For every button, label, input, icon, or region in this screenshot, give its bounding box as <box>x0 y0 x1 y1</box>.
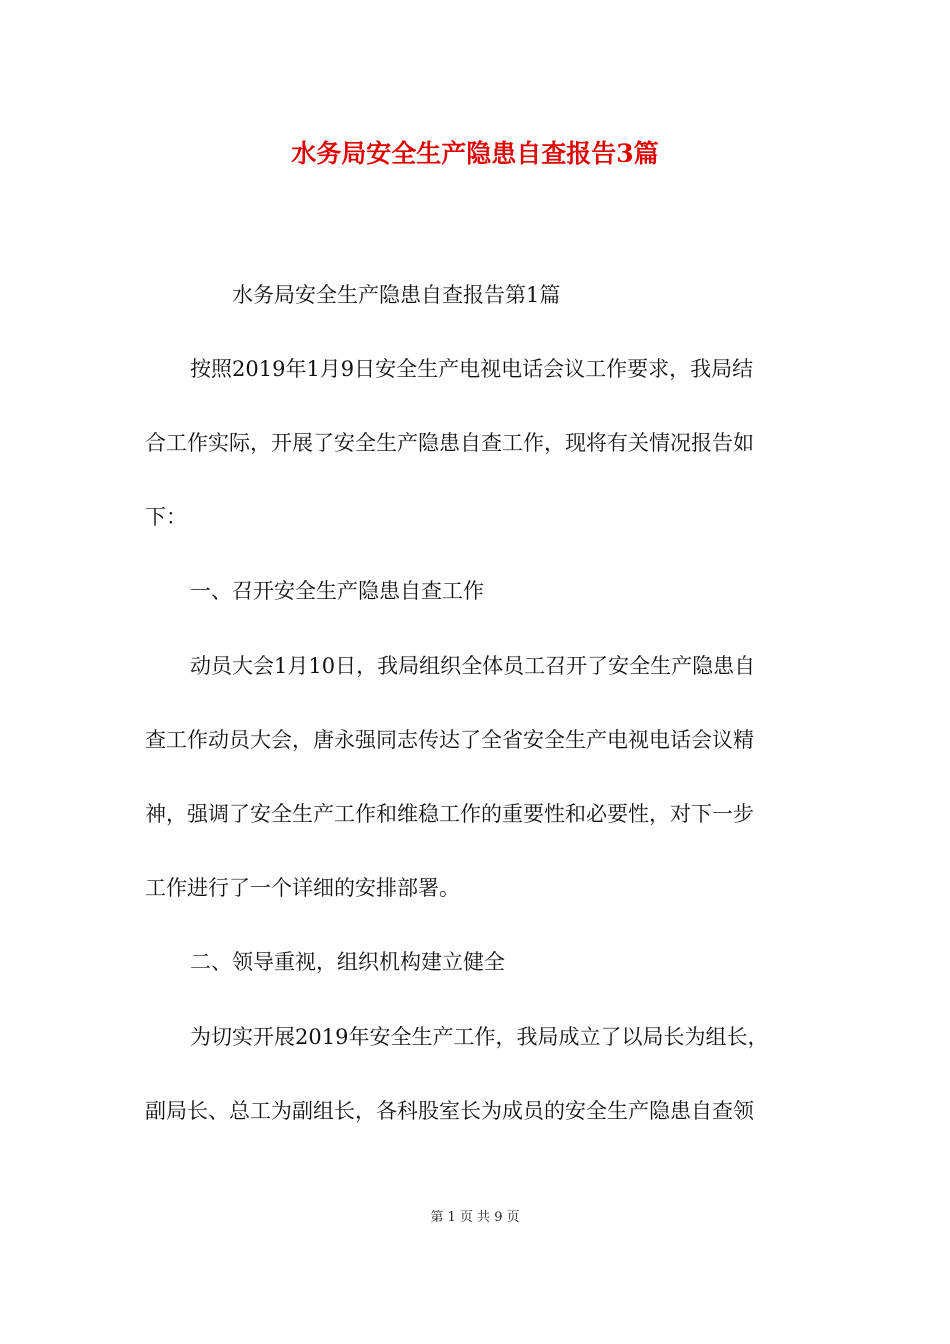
body-line: 动员大会1月10日，我局组织全体员工召开了安全生产隐患自 <box>190 654 756 678</box>
section-heading: 一、召开安全生产隐患自查工作 <box>190 579 484 603</box>
body-line: 副局长、总工为副组长，各科股室长为成员的安全生产隐患自查领 <box>145 1099 754 1123</box>
body-line: 按照2019年1月9日安全生产电视电话会议工作要求，我局结 <box>190 357 754 381</box>
body-line: 神，强调了安全生产工作和维稳工作的重要性和必要性，对下一步 <box>145 802 754 826</box>
section-subtitle: 水务局安全生产隐患自查报告第1篇 <box>232 283 561 307</box>
body-line: 为切实开展2019年安全生产工作，我局成立了以局长为组长， <box>190 1025 769 1049</box>
body-line: 合工作实际，开展了安全生产隐患自查工作，现将有关情况报告如 <box>145 431 754 455</box>
body-line: 查工作动员大会，唐永强同志传达了全省安全生产电视电话会议精 <box>145 728 754 752</box>
section-heading: 二、领导重视，组织机构建立健全 <box>190 950 505 974</box>
document-title: 水务局安全生产隐患自查报告3篇 <box>291 139 659 168</box>
body-line: 工作进行了一个详细的安排部署。 <box>145 876 460 900</box>
page-number-footer: 第 1 页 共 9 页 <box>430 1210 520 1225</box>
body-line: 下： <box>145 505 187 529</box>
